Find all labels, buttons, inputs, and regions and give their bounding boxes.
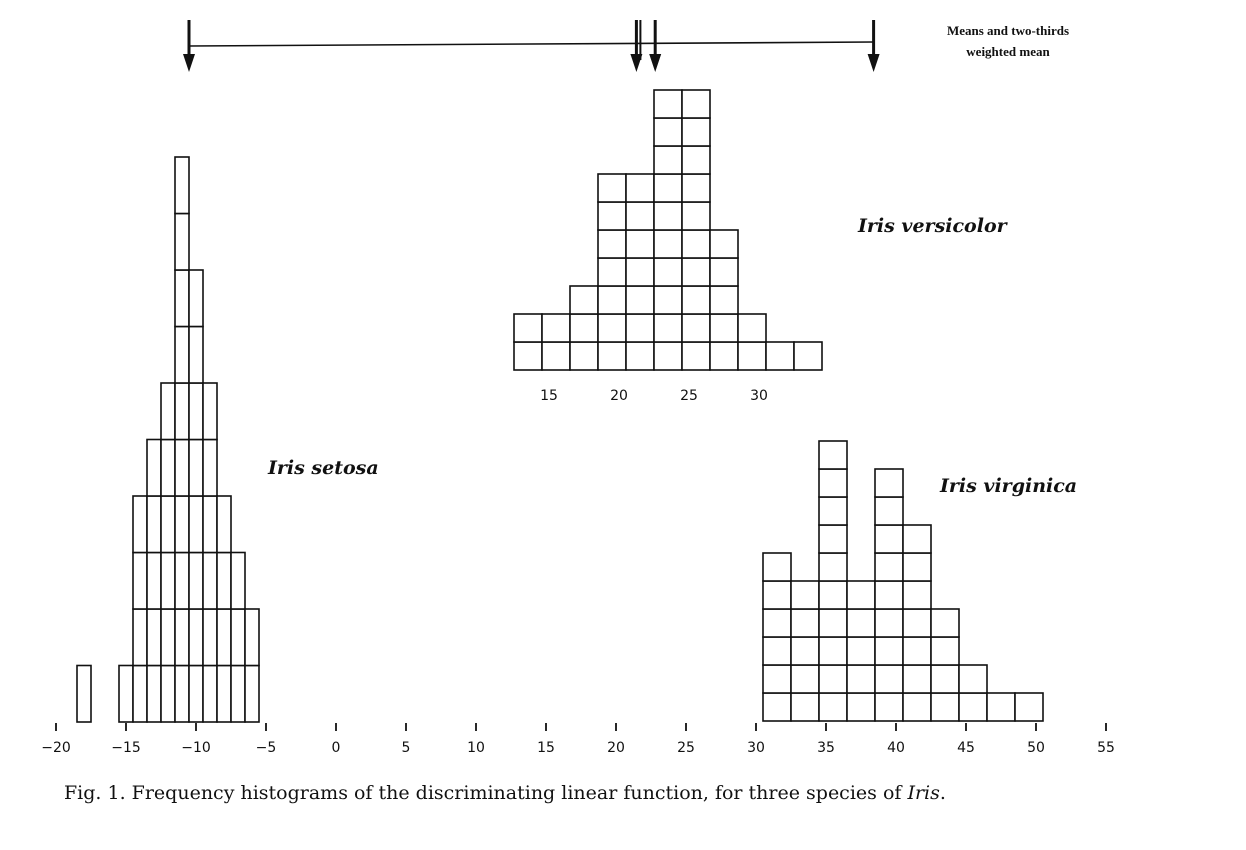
- bar-cell: [189, 609, 203, 666]
- bar-cell: [189, 440, 203, 497]
- bar-cell: [626, 342, 654, 370]
- bar-cell: [791, 665, 819, 693]
- x-tick-label: 30: [747, 740, 765, 756]
- mean-arrow-head: [183, 54, 195, 72]
- bar-cell: [133, 666, 147, 723]
- bar-cell: [682, 146, 710, 174]
- bar-cell: [819, 665, 847, 693]
- bar-cell: [903, 665, 931, 693]
- bar-cell: [161, 553, 175, 610]
- bar-cell: [710, 286, 738, 314]
- bar-cell: [654, 90, 682, 118]
- bar-cell: [203, 496, 217, 553]
- setosa-histogram: [77, 157, 259, 722]
- bar-cell: [654, 174, 682, 202]
- bar-cell: [133, 496, 147, 553]
- bar-cell: [570, 314, 598, 342]
- bar-cell: [161, 609, 175, 666]
- x-tick-label: 15: [537, 740, 555, 756]
- bar-cell: [231, 553, 245, 610]
- bar-cell: [626, 258, 654, 286]
- bar-cell: [931, 609, 959, 637]
- bar-cell: [847, 637, 875, 665]
- bar-cell: [598, 314, 626, 342]
- bar-cell: [147, 609, 161, 666]
- bar-cell: [763, 609, 791, 637]
- bar-cell: [682, 286, 710, 314]
- x-tick-label: 0: [331, 740, 341, 756]
- bar-cell: [710, 230, 738, 258]
- bar-cell: [903, 637, 931, 665]
- label-iris-setosa: Iris setosa: [268, 457, 379, 479]
- bar-cell: [119, 666, 133, 723]
- caption-genus: Iris: [907, 782, 940, 804]
- bar-cell: [161, 440, 175, 497]
- bar-cell: [598, 286, 626, 314]
- mean-arrow-head: [868, 54, 880, 72]
- bar-cell: [682, 118, 710, 146]
- bar-cell: [203, 440, 217, 497]
- bar-cell: [542, 314, 570, 342]
- bar-cell: [133, 553, 147, 610]
- bar-cell: [791, 609, 819, 637]
- bar-cell: [175, 666, 189, 723]
- means-label-line1: Means and two-thirds: [946, 23, 1070, 38]
- bar-cell: [847, 665, 875, 693]
- x-tick-label: −20: [41, 740, 71, 756]
- bar-cell: [682, 202, 710, 230]
- bar-cell: [791, 693, 819, 721]
- bar-cell: [77, 666, 91, 723]
- bar-cell: [875, 665, 903, 693]
- x-tick-label: −5: [255, 740, 277, 756]
- bar-cell: [217, 496, 231, 553]
- bar-cell: [626, 202, 654, 230]
- bar-cell: [682, 174, 710, 202]
- bar-cell: [875, 609, 903, 637]
- bar-cell: [514, 314, 542, 342]
- x-tick-label: 10: [467, 740, 485, 756]
- x-tick-label: 5: [401, 740, 411, 756]
- bar-cell: [161, 666, 175, 723]
- bar-cell: [598, 230, 626, 258]
- bar-cell: [175, 157, 189, 214]
- x-tick-label: 35: [817, 740, 835, 756]
- bar-cell: [189, 666, 203, 723]
- bar-cell: [654, 258, 682, 286]
- bar-cell: [819, 637, 847, 665]
- bar-cell: [682, 230, 710, 258]
- bar-cell: [654, 202, 682, 230]
- means-label-line2: weighted mean: [966, 44, 1050, 59]
- bar-cell: [931, 637, 959, 665]
- bar-cell: [147, 666, 161, 723]
- bar-cell: [189, 270, 203, 327]
- bar-cell: [598, 342, 626, 370]
- bar-cell: [189, 553, 203, 610]
- bar-cell: [147, 553, 161, 610]
- bar-cell: [598, 258, 626, 286]
- x-tick-label: −15: [111, 740, 141, 756]
- bar-cell: [626, 314, 654, 342]
- means-arrow-group: [183, 20, 880, 72]
- bar-cell: [987, 693, 1015, 721]
- bar-cell: [738, 314, 766, 342]
- bar-cell: [710, 342, 738, 370]
- bar-cell: [1015, 693, 1043, 721]
- x-tick-label: 40: [887, 740, 905, 756]
- versicolor-tick-label: 25: [680, 388, 698, 404]
- bar-cell: [189, 327, 203, 384]
- bar-cell: [710, 258, 738, 286]
- bar-cell: [763, 553, 791, 581]
- bar-cell: [903, 525, 931, 553]
- bar-cell: [598, 174, 626, 202]
- bar-cell: [903, 553, 931, 581]
- bar-cell: [217, 553, 231, 610]
- x-tick-label: 25: [677, 740, 695, 756]
- bar-cell: [654, 286, 682, 314]
- bar-cell: [738, 342, 766, 370]
- bar-cell: [626, 174, 654, 202]
- bar-cell: [847, 581, 875, 609]
- bar-cell: [231, 666, 245, 723]
- bar-cell: [147, 440, 161, 497]
- x-tick-label: 55: [1097, 740, 1115, 756]
- bar-cell: [189, 383, 203, 440]
- bar-cell: [819, 581, 847, 609]
- bar-cell: [819, 553, 847, 581]
- figure-caption: [64, 782, 946, 804]
- bar-cell: [217, 609, 231, 666]
- bar-cell: [189, 496, 203, 553]
- bar-cell: [763, 581, 791, 609]
- bar-cell: [231, 609, 245, 666]
- bar-cell: [819, 469, 847, 497]
- bar-cell: [710, 314, 738, 342]
- caption-suffix: .: [939, 782, 946, 804]
- mean-arrow-head: [649, 54, 661, 72]
- versicolor-histogram: [514, 90, 822, 370]
- bar-cell: [626, 230, 654, 258]
- bar-cell: [542, 342, 570, 370]
- x-tick-label: 20: [607, 740, 625, 756]
- bar-cell: [875, 469, 903, 497]
- label-iris-virginica: Iris virginica: [940, 475, 1078, 497]
- bar-cell: [175, 327, 189, 384]
- bar-cell: [903, 693, 931, 721]
- bar-cell: [959, 693, 987, 721]
- bar-cell: [682, 258, 710, 286]
- bar-cell: [931, 665, 959, 693]
- bar-cell: [791, 637, 819, 665]
- bar-cell: [682, 342, 710, 370]
- bar-cell: [203, 553, 217, 610]
- bar-cell: [217, 666, 231, 723]
- bar-cell: [847, 693, 875, 721]
- bar-cell: [819, 497, 847, 525]
- means-line: [189, 42, 874, 46]
- bar-cell: [682, 314, 710, 342]
- bar-cell: [847, 609, 875, 637]
- bar-cell: [654, 146, 682, 174]
- bar-cell: [763, 693, 791, 721]
- bar-cell: [819, 693, 847, 721]
- bar-cell: [175, 383, 189, 440]
- x-tick-label: 50: [1027, 740, 1045, 756]
- label-iris-versicolor: Iris versicolor: [858, 215, 1007, 237]
- versicolor-tick-label: 20: [610, 388, 628, 404]
- bar-cell: [626, 286, 654, 314]
- bar-cell: [791, 581, 819, 609]
- caption-prefix: Fig. 1. Frequency histograms of the discriminating linear function, for three species of: [64, 782, 908, 804]
- bar-cell: [819, 441, 847, 469]
- bar-cell: [175, 609, 189, 666]
- bar-cell: [175, 496, 189, 553]
- bar-cell: [161, 496, 175, 553]
- bar-cell: [819, 525, 847, 553]
- bar-cell: [654, 342, 682, 370]
- versicolor-tick-label: 15: [540, 388, 558, 404]
- bar-cell: [147, 496, 161, 553]
- bar-cell: [766, 342, 794, 370]
- bar-cell: [175, 440, 189, 497]
- bar-cell: [903, 581, 931, 609]
- bar-cell: [931, 693, 959, 721]
- bar-cell: [819, 609, 847, 637]
- bar-cell: [875, 637, 903, 665]
- bar-cell: [514, 342, 542, 370]
- bar-cell: [175, 270, 189, 327]
- bar-cell: [875, 553, 903, 581]
- bar-cell: [875, 497, 903, 525]
- bar-cell: [875, 581, 903, 609]
- x-axis: [41, 723, 1115, 756]
- bar-cell: [245, 666, 259, 723]
- bar-cell: [570, 286, 598, 314]
- bar-cell: [598, 202, 626, 230]
- bar-cell: [654, 230, 682, 258]
- bar-cell: [763, 637, 791, 665]
- bar-cell: [570, 342, 598, 370]
- x-tick-label: −10: [181, 740, 211, 756]
- bar-cell: [175, 214, 189, 271]
- bar-cell: [794, 342, 822, 370]
- bar-cell: [875, 525, 903, 553]
- bar-cell: [203, 666, 217, 723]
- bar-cell: [763, 665, 791, 693]
- bar-cell: [654, 314, 682, 342]
- bar-cell: [203, 383, 217, 440]
- versicolor-tick-label: 30: [750, 388, 768, 404]
- bar-cell: [654, 118, 682, 146]
- bar-cell: [682, 90, 710, 118]
- bar-cell: [959, 665, 987, 693]
- bar-cell: [133, 609, 147, 666]
- bar-cell: [203, 609, 217, 666]
- bar-cell: [875, 693, 903, 721]
- bar-cell: [245, 609, 259, 666]
- bar-cell: [175, 553, 189, 610]
- versicolor-sub-axis: [540, 388, 768, 404]
- bar-cell: [903, 609, 931, 637]
- bar-cell: [161, 383, 175, 440]
- x-tick-label: 45: [957, 740, 975, 756]
